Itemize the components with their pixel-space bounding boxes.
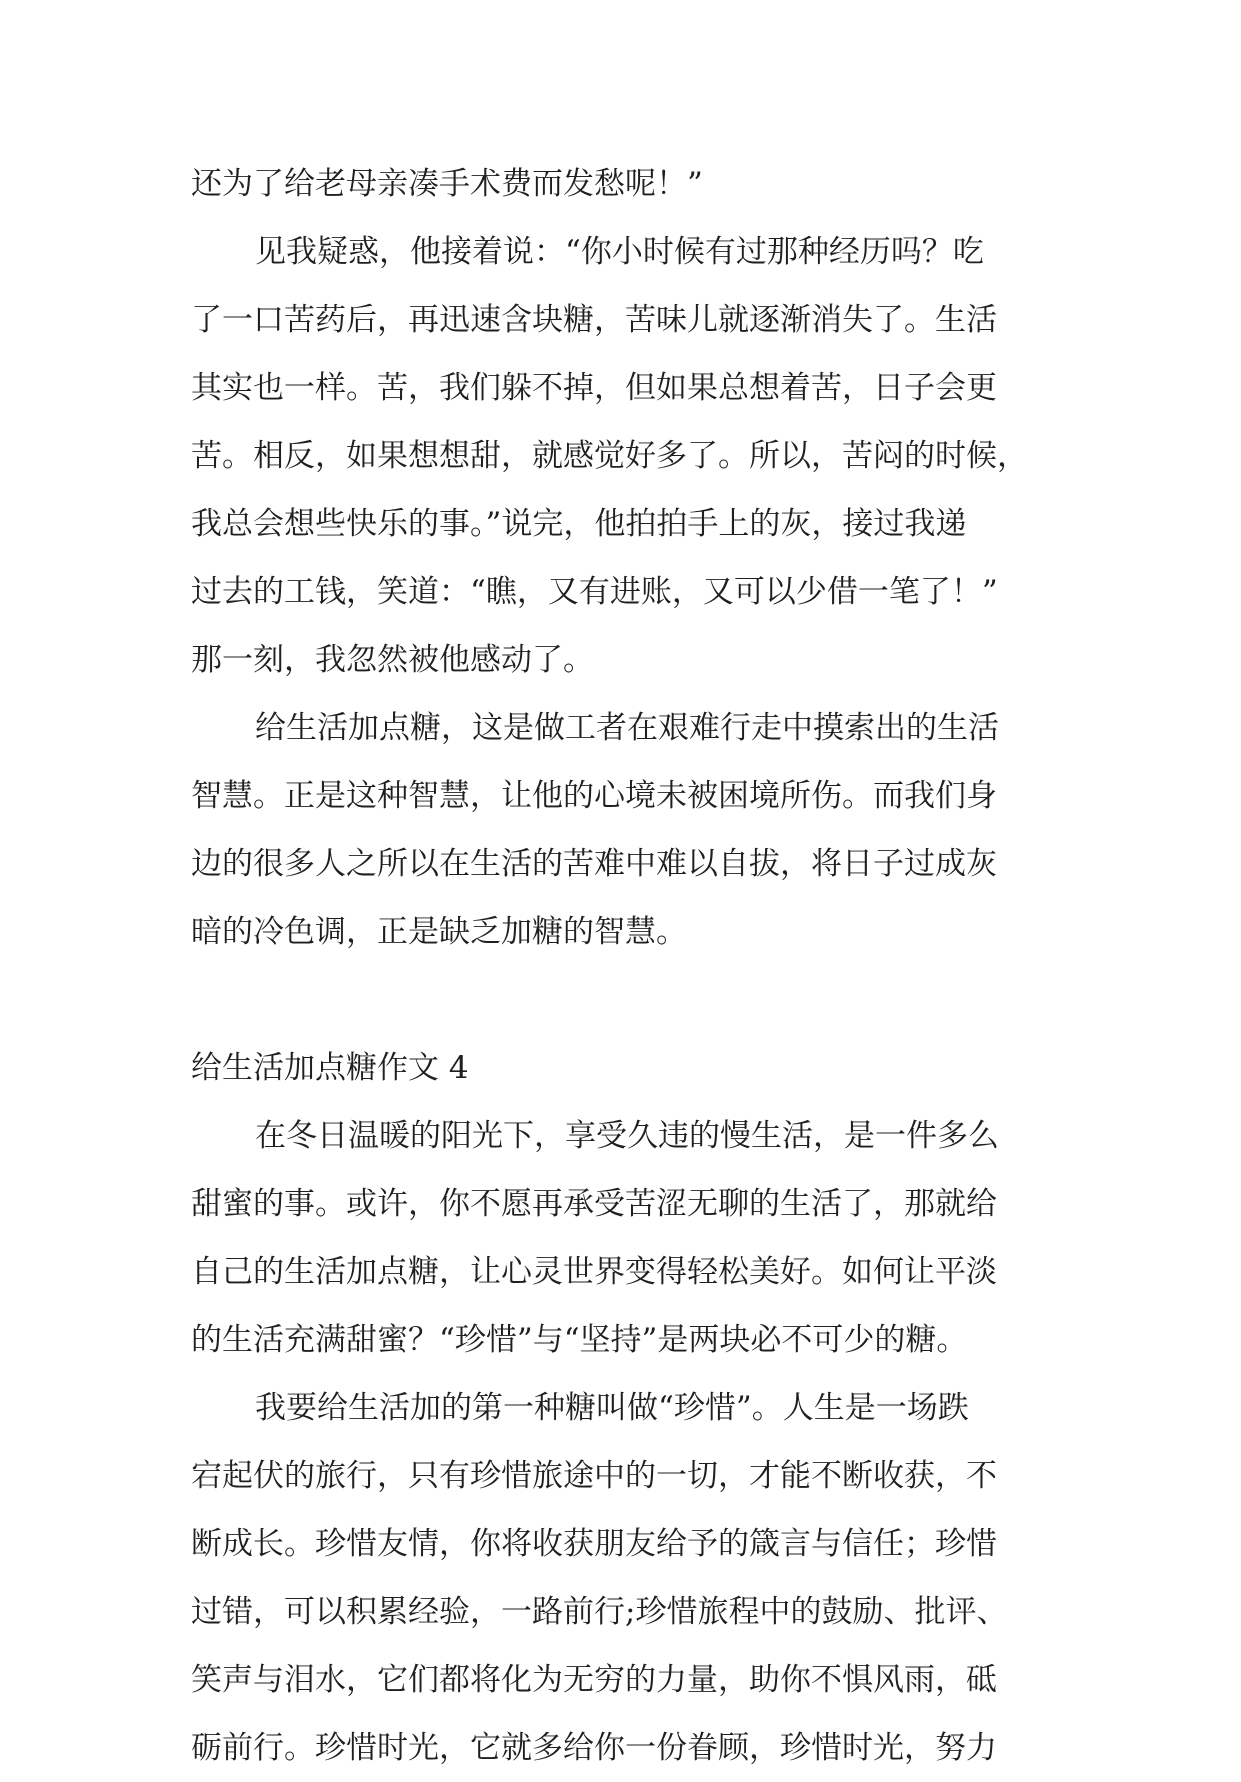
text-line: 苦。相反，如果想想甜，就感觉好多了。所以，苦闷的时候，: [191, 438, 1028, 474]
paragraph-gap: [191, 966, 1053, 1034]
text-line: 暗的冷色调，正是缺乏加糖的智慧。: [191, 914, 687, 950]
text-line: 砺前行。珍惜时光，它就多给你一份眷顾，珍惜时光，努力: [191, 1730, 997, 1766]
text-line: 的生活充满甜蜜？“珍惜”与“坚持”是两块必不可少的糖。: [191, 1322, 968, 1358]
text-line: 断成长。珍惜友情，你将收获朋友给予的箴言与信任；珍惜: [191, 1526, 997, 1562]
text-line: 见我疑惑，他接着说：“你小时候有过那种经历吗？吃: [255, 234, 984, 270]
text-line: 了一口苦药后，再迅速含块糖，苦味儿就逐渐消失了。生活: [191, 302, 997, 338]
text-line: 自己的生活加点糖，让心灵世界变得轻松美好。如何让平淡: [191, 1254, 997, 1290]
text-line: 笑声与泪水，它们都将化为无穷的力量，助你不惧风雨，砥: [191, 1662, 997, 1698]
section-heading: 给生活加点糖作文 4: [191, 1050, 469, 1086]
text-line: 还为了给老母亲凑手术费而发愁呢！”: [191, 166, 703, 202]
text-line: 甜蜜的事。或许，你不愿再承受苦涩无聊的生活了，那就给: [191, 1186, 997, 1222]
text-line: 给生活加点糖，这是做工者在艰难行走中摸索出的生活: [255, 710, 999, 746]
text-line: 那一刻，我忽然被他感动了。: [191, 642, 594, 678]
text-line: 我总会想些快乐的事。”说完，他拍拍手上的灰，接过我递: [191, 506, 967, 542]
document-body: [191, 150, 1053, 1782]
text-line: 宕起伏的旅行，只有珍惜旅途中的一切，才能不断收获，不: [191, 1458, 997, 1494]
text-line: 过去的工钱，笑道：“瞧，又有进账，又可以少借一笔了！”: [191, 574, 998, 610]
text-line: 其实也一样。苦，我们躲不掉，但如果总想着苦，日子会更: [191, 370, 997, 406]
text-line: 边的很多人之所以在生活的苦难中难以自拔，将日子过成灰: [191, 846, 997, 882]
text-line: 智慧。正是这种智慧，让他的心境未被困境所伤。而我们身: [191, 778, 997, 814]
text-line: 我要给生活加的第一种糖叫做“珍惜”。人生是一场跌: [255, 1390, 969, 1426]
text-line: 过错，可以积累经验，一路前行;珍惜旅程中的鼓励、批评、: [191, 1594, 1008, 1630]
text-line: 在冬日温暖的阳光下，享受久违的慢生活，是一件多么: [255, 1118, 999, 1154]
